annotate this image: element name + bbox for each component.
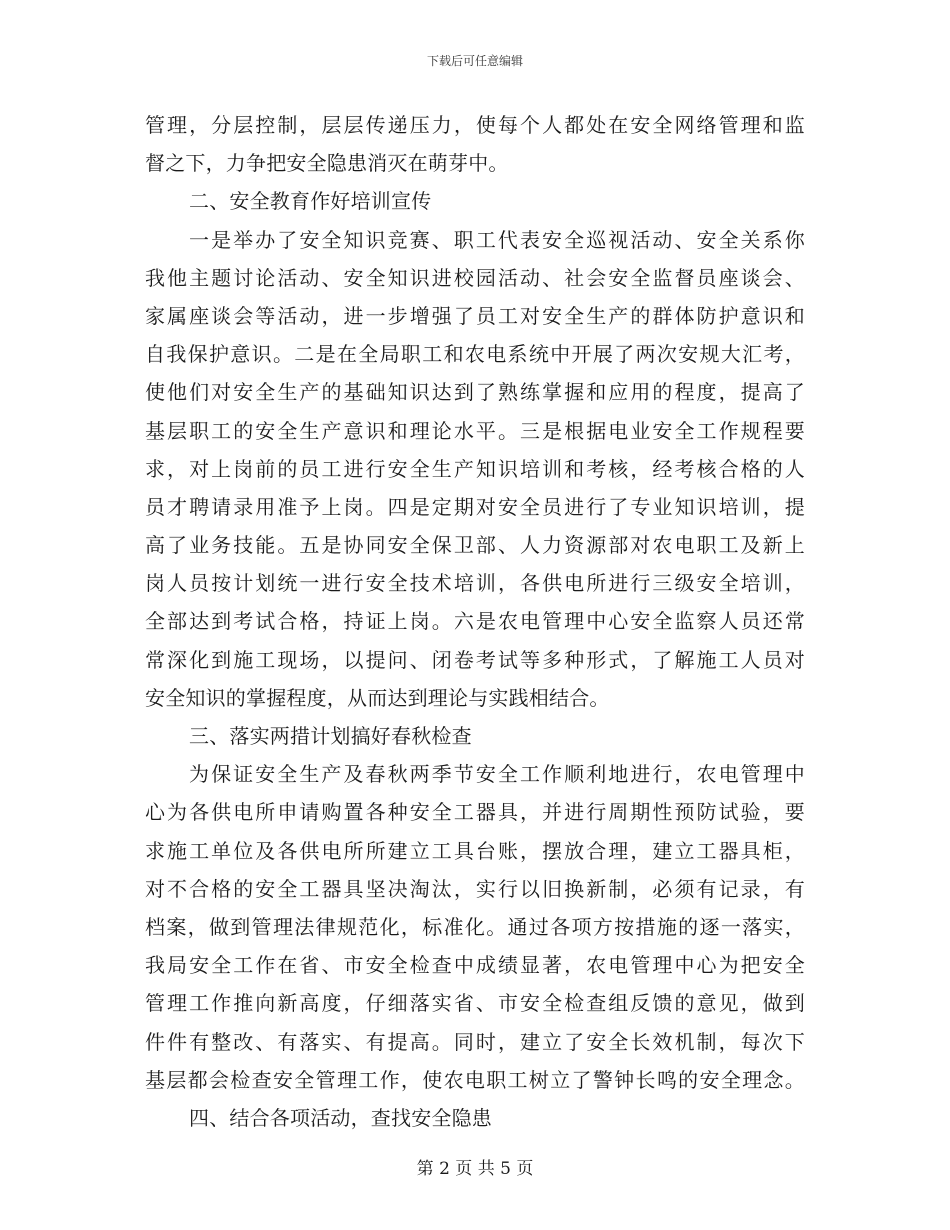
paragraph-line: 基层职工的安全生产意识和理论水平。三是根据电业安全工作规程要: [145, 418, 805, 443]
paragraph-line: 安全知识的掌握程度，从而达到理论与实践相结合。: [145, 685, 610, 710]
paragraph-line: 一是举办了安全知识竞赛、职工代表安全巡视活动、安全关系你: [189, 227, 805, 252]
section-heading: 二、安全教育作好培训宣传: [189, 189, 432, 214]
paragraph-line: 对不合格的安全工器具坚决淘汰，实行以旧换新制，必须有记录，有: [145, 876, 805, 901]
paragraph-line: 求，对上岗前的员工进行安全生产知识培训和考核，经考核合格的人: [145, 456, 805, 481]
paragraph-line: 心为各供电所申请购置各种安全工器具，并进行周期性预防试验，要: [145, 800, 805, 825]
paragraph-line: 基层都会检查安全管理工作，使农电职工树立了警钟长鸣的安全理念。: [145, 1067, 805, 1092]
paragraph-line: 档案，做到管理法律规范化，标准化。通过各项方按措施的逐一落实，: [145, 914, 805, 939]
paragraph-line: 自我保护意识。二是在全局职工和农电系统中开展了两次安规大汇考，: [145, 342, 805, 367]
paragraph-line: 使他们对安全生产的基础知识达到了熟练掌握和应用的程度，提高了: [145, 380, 805, 405]
paragraph-line: 员才聘请录用准予上岗。四是定期对安全员进行了专业知识培训，提: [145, 494, 805, 519]
paragraph-line: 我局安全工作在省、市安全检查中成绩显著，农电管理中心为把安全: [145, 953, 805, 978]
paragraph-line: 高了业务技能。五是协同安全保卫部、人力资源部对农电职工及新上: [145, 533, 805, 558]
paragraph-line: 管理，分层控制，层层传递压力，使每个人都处在安全网络管理和监: [145, 113, 805, 137]
paragraph-line: 为保证安全生产及春秋两季节安全工作顺利地进行，农电管理中: [189, 762, 805, 787]
section-heading: 三、落实两措计划搞好春秋检查: [189, 724, 472, 748]
page-number: 第 2 页 共 5 页: [416, 1159, 534, 1179]
paragraph-line: 督之下，力争把安全隐患消灭在萌芽中。: [145, 151, 509, 176]
paragraph-line: 家属座谈会等活动，进一步增强了员工对安全生产的群体防护意识和: [145, 303, 805, 328]
paragraph-line: 常深化到施工现场，以提问、闭卷考试等多种形式，了解施工人员对: [145, 647, 805, 672]
document-body: [145, 106, 805, 1137]
paragraph-line: 件件有整改、有落实、有提高。同时，建立了安全长效机制，每次下: [145, 1029, 805, 1054]
page-header: 下载后可任意编辑: [426, 54, 523, 68]
paragraph-line: 我他主题讨论活动、安全知识进校园活动、社会安全监督员座谈会、: [145, 265, 805, 290]
paragraph-line: 全部达到考试合格，持证上岗。六是农电管理中心安全监察人员还常: [145, 609, 805, 634]
paragraph-line: 管理工作推向新高度，仔细落实省、市安全检查组反馈的意见，做到: [145, 991, 805, 1016]
paragraph-line: 求施工单位及各供电所所建立工具台账，摆放合理，建立工器具柜，: [145, 838, 805, 863]
paragraph-line: 岗人员按计划统一进行安全技术培训，各供电所进行三级安全培训，: [145, 571, 805, 596]
section-heading: 四、结合各项活动，查找安全隐患: [189, 1105, 492, 1130]
